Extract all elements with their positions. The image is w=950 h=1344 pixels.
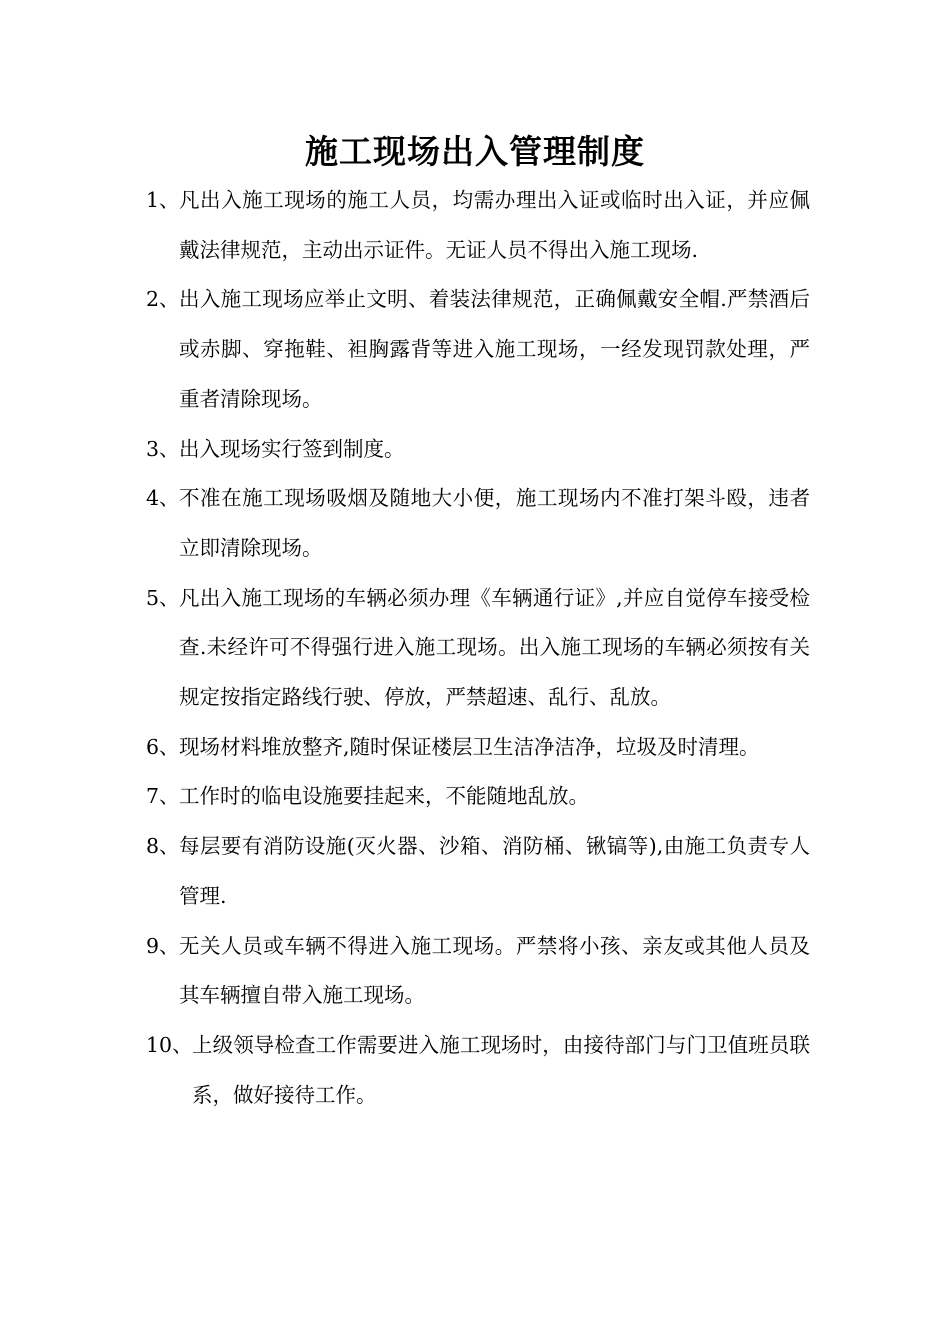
rule-item-8 xyxy=(146,822,810,921)
rule-number: 4、 xyxy=(146,486,180,511)
rule-number: 9、 xyxy=(146,933,180,958)
rule-text: 上级领导检查工作需要进入施工现场时，由接待部门与门卫值班员联系，做好接待工作。 xyxy=(192,1032,810,1107)
rule-text: 无关人员或车辆不得进入施工现场。严禁将小孩、亲友或其他人员及其车辆擅自带入施工现场。 xyxy=(179,933,810,1008)
rule-number: 3、 xyxy=(146,436,180,461)
rule-number: 1、 xyxy=(146,188,180,212)
rule-number: 6、 xyxy=(146,734,180,759)
rule-number: 7、 xyxy=(146,784,180,809)
rule-number: 8、 xyxy=(146,834,180,859)
rules-list xyxy=(0,176,950,1120)
rule-text: 出入施工现场应举止文明、着装法律规范，正确佩戴安全帽.严禁酒后或赤脚、穿拖鞋、袒胸露背等进入施工现场，一经发现罚款处理，严重者清除现场。 xyxy=(179,287,810,411)
rule-text: 工作时的临电设施要挂起来，不能随地乱放。 xyxy=(179,784,589,809)
rule-item-4 xyxy=(146,474,810,573)
rule-item-7 xyxy=(146,772,810,822)
rule-item-9 xyxy=(146,922,810,1021)
rule-text: 不准在施工现场吸烟及随地大小便，施工现场内不准打架斗殴，违者立即清除现场。 xyxy=(179,486,810,560)
rule-item-1 xyxy=(146,176,810,275)
rule-item-2 xyxy=(146,275,810,424)
rule-number: 5、 xyxy=(146,585,180,610)
rule-item-3 xyxy=(146,425,810,475)
rule-text: 凡出入施工现场的施工人员，均需办理出入证或临时出入证，并应佩戴法律规范，主动出示证件。无证人员不得出入施工现场. xyxy=(179,188,810,262)
rule-text: 现场材料堆放整齐,随时保证楼层卫生洁净洁净，垃圾及时清理。 xyxy=(179,734,760,759)
rule-item-6 xyxy=(146,723,810,773)
rule-item-10 xyxy=(146,1021,810,1120)
rule-text: 出入现场实行签到制度。 xyxy=(179,436,405,461)
rule-text: 每层要有消防设施(灭火器、沙箱、消防桶、锹镐等),由施工负责专人管理. xyxy=(179,834,810,908)
rule-number: 10、 xyxy=(146,1032,193,1057)
rule-text: 凡出入施工现场的车辆必须办理《车辆通行证》,并应自觉停车接受检查.未经许可不得强行进入施工现场。出入施工现场的车辆必须按有关规定按指定路线行驶、停放，严禁超速、乱行、乱放。 xyxy=(179,585,810,710)
document-title: 施工现场出入管理制度 xyxy=(305,132,645,171)
rule-item-5 xyxy=(146,574,810,723)
rule-number: 2、 xyxy=(146,287,180,312)
